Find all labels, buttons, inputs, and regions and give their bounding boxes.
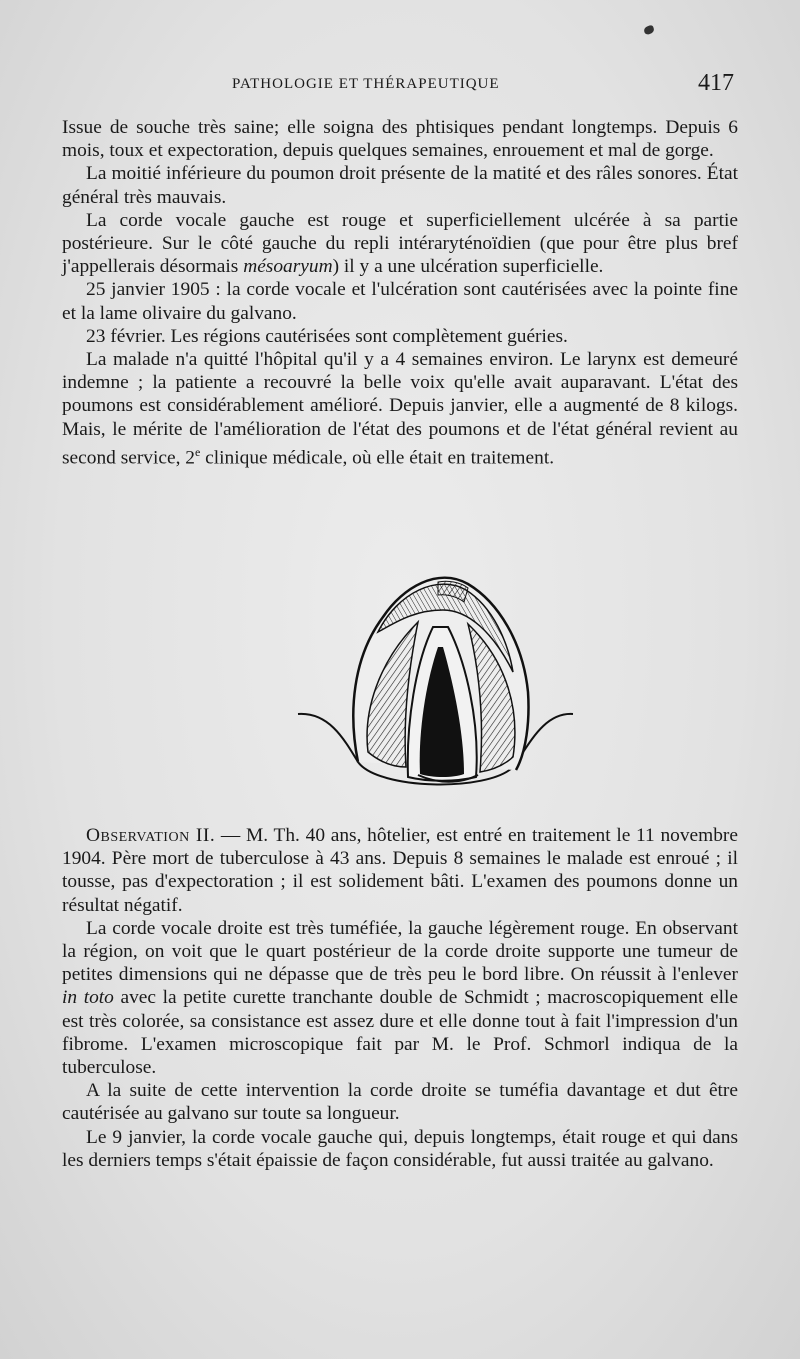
observation-label: Observation II. [86,825,216,846]
text-block-top [62,116,738,470]
paragraph-8: A la suite de cette intervention la corde droite se tuméfia davantage et dut être cautérisée au galvano sur toute sa longueur. [62,1080,738,1125]
italic-phrase: in toto [62,987,114,1009]
larynx-illustration [288,562,578,812]
page-header [62,72,738,98]
text-block-bottom [62,824,738,1172]
paragraph-2: La moitié inférieure du poumon droit présente de la matité et des râles sonores. État général très mauvais. [62,163,738,208]
paragraph-6: La malade n'a quitté l'hôpital qu'il y a 4 semaines environ. Le larynx est demeuré indemne ; la patiente a recouvré la belle voix qu'elle avait auparavant. L'état des poumons est considérablement amélioré. Depuis janvier, elle a augmenté de 8 kilogs. Mais, le mérite de l'amélioration de l'état des poumons et de l'état général revient au second service, 2e clinique médicale, où elle était en traitement. [62,349,738,469]
paragraph-9: Le 9 janvier, la corde vocale gauche qui, depuis longtemps, était rouge et qui dans les derniers temps s'était épaissie de façon considérable, fut aussi traitée au galvano. [62,1126,738,1171]
italic-term: mésoaryum [243,256,333,278]
paragraph-3: La corde vocale gauche est rouge et superficiellement ulcérée à sa partie postérieure. Sur le côté gauche du repli intéraryténoïdien (que pour être plus bref j'appellerais désormais mésoaryum) il y a une ulcération superficielle. [62,209,738,278]
paragraph-1: Issue de souche très saine; elle soigna des phtisiques pendant longtemps. Depuis 6 mois, toux et expectoration, depuis quelques semaines, enrouement et mal de gorge. [62,117,738,162]
superscript: e [195,444,201,459]
running-title: PATHOLOGIE ET THÉRAPEUTIQUE [232,76,500,92]
ink-spot [643,25,655,36]
paragraph-4: 25 janvier 1905 : la corde vocale et l'ulcération sont cautérisées avec la pointe fine et la lame olivaire du galvano. [62,279,738,324]
page-number: 417 [698,70,734,96]
observation-paragraph: Observation II. — M. Th. 40 ans, hôtelier, est entré en traitement le 11 novembre 1904. Père mort de tuberculose à 43 ans. Depuis 8 semaines le malade est enroué ; il tousse, pas d'expectoration ; il est solidement bâti. L'examen des poumons donne un résultat négatif. [62,825,738,916]
paragraph-5: 23 février. Les régions cautérisées sont complètement guéries. [86,325,568,347]
paragraph-7: La corde vocale droite est très tuméfiée, la gauche légèrement rouge. En observant la région, on voit que le quart postérieur de la corde droite supporte une tumeur de petites dimensions qui ne dépasse que de très peu le bord libre. On réussit à l'enlever in toto avec la petite curette tranchante double de Schmidt ; macroscopiquement elle est très colorée, sa consistance est assez dure et elle donne tout à fait l'impression d'un fibrome. L'examen microscopique fait par M. le Prof. Schmorl indiqua de la tuberculose. [62,917,738,1079]
